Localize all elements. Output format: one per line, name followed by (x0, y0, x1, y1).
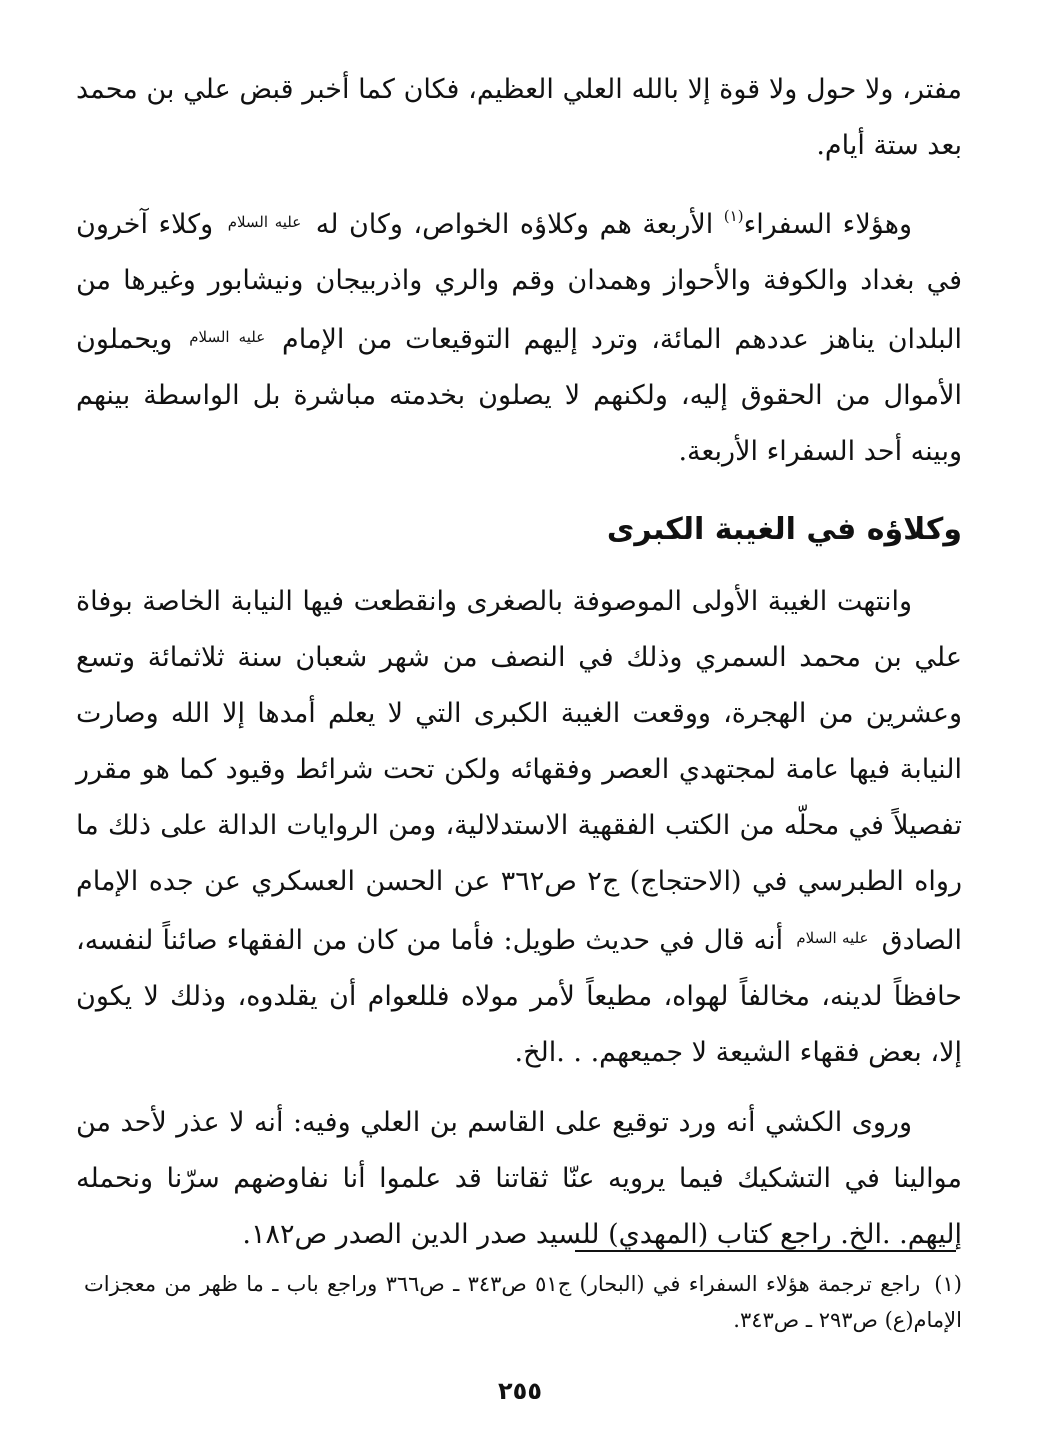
footnote-divider (575, 1250, 956, 1252)
footnote-text: راجع ترجمة هؤلاء السفراء في (البحار) ج٥١ ص٣٤٣ ـ ص٣٦٦ وراجع باب ـ ما ظهر من معجزات الإمام(ع) ص٢٩٣ ـ ص٣٤٣. (84, 1272, 962, 1332)
page-number: ٢٥٥ (498, 1377, 542, 1405)
paragraph-2 (76, 188, 962, 480)
paragraph-3-text-b: أنه قال في حديث طويل: فأما من كان من الفقهاء صائناً لنفسه، حافظاً لدينه، مخالفاً لهواه، مطيعاً لأمر مولاه فللعوام أن يقلدوه، وذلك لا يكون إلا، بعض فقهاء الشيعة لا جميعهم. . .الخ. (76, 925, 962, 1068)
paragraph-3-text-a: وانتهت الغيبة الأولى الموصوفة بالصغرى وانقطعت فيها النيابة الخاصة بوفاة علي بن محمد السمري وذلك في النصف من شهر شعبان سنة ثلاثمائة وتسع وعشرين من الهجرة، ووقعت الغيبة الكبرى التي لا يعلم أمدها إلا الله وصارت النيابة فيها عامة لمجتهدي العصر وفقهائه ولكن تحت شرائط وقيود كما هو مقرر تفصيلاً في محلّه من الكتب الفقهية الاستدلالية، ومن الروايات الدالة على ذلك ما رواه الطبرسي في (الاحتجاج) ج٢ ص٣٦٢ عن الحسن العسكري عن جده الإمام الصادق (76, 586, 963, 956)
paragraph-4-text: وروى الكشي أنه ورد توقيع على القاسم بن العلي وفيه: أنه لا عذر لأحد من موالينا في التشكيك فيما يرويه عنّا ثقاتنا قد علموا أنا نفاوضهم سرّنا ونحمله إليهم. .الخ. راجع كتاب (المهدي) للسيد صدر الدين الصدر ص١٨٢. (76, 1107, 962, 1250)
honorific-glyph-2: عليه السلام (189, 328, 266, 346)
honorific-glyph-3: عليه السلام (796, 929, 869, 947)
paragraph-1-text: مفتر، ولا حول ولا قوة إلا بالله العلي العظيم، فكان كما أخبر قبض علي بن محمد بعد ستة أيام. (76, 74, 962, 161)
page-body (76, 62, 962, 1263)
footnote-number: (١) (934, 1272, 962, 1296)
section-heading: وكلاؤه في الغيبة الكبرى (606, 512, 962, 547)
footnote (84, 1266, 962, 1338)
paragraph-2-text-c: وكلاء آخرون في بغداد والكوفة والأحواز وهمدان وقم والري واذربيجان ونيشابور وغيرها من البلدان يناهز عددهم المائة، وترد إليهم التوقيعات من الإمام (76, 209, 963, 355)
honorific-glyph-1: عليه السلام (227, 213, 302, 231)
paragraph-2-text-a: وهؤلاء السفراء (743, 209, 912, 240)
paragraph-4 (76, 1095, 962, 1263)
paragraph-2-text-d: ويحملون الأموال من الحقوق إليه، ولكنهم لا يصلون بخدمته مباشرة بل الواسطة بينهم وبينه أحد السفراء الأربعة. (76, 324, 962, 467)
paragraph-2-text-b: الأربعة هم وكلاؤه الخواص، وكان له (305, 209, 724, 240)
footnote-reference[interactable]: (١) (723, 207, 744, 225)
paragraph-3 (76, 574, 962, 1081)
paragraph-1 (76, 62, 962, 174)
